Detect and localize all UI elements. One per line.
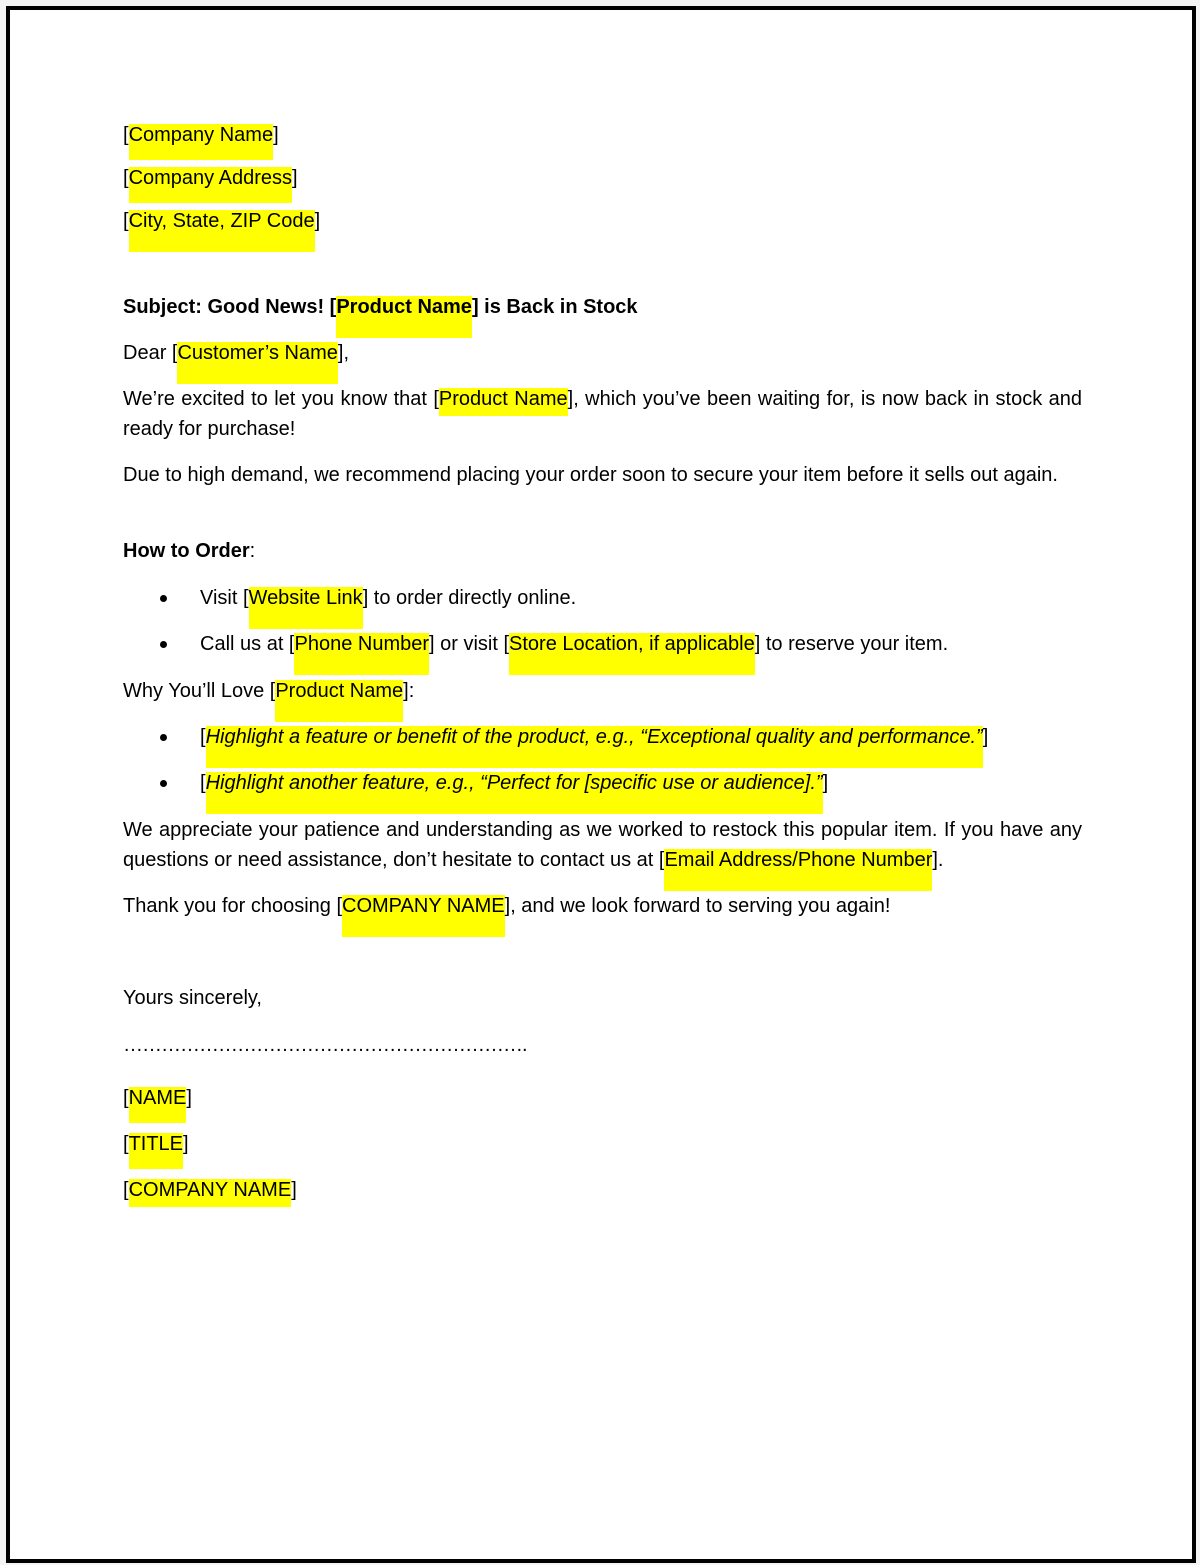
- valediction: Yours sincerely,: [123, 987, 262, 1009]
- list-item: [123, 583, 1082, 613]
- list-item: [123, 768, 1082, 798]
- signature-line: ……………………………………………………….: [123, 1034, 527, 1056]
- signer-title-placeholder: TITLE: [129, 1133, 183, 1169]
- bullet-icon: [160, 780, 167, 787]
- store-location-placeholder: Store Location, if applicable: [509, 633, 755, 675]
- company-address-placeholder: Company Address: [129, 167, 292, 203]
- feature-placeholder-2: Highlight another feature, e.g., “Perfect for [specific use or audience].”: [206, 772, 823, 814]
- feature-placeholder-1: Highlight a feature or benefit of the product, e.g., “Exceptional quality and performance.”: [206, 726, 983, 768]
- bullet-icon: [160, 734, 167, 741]
- bracket-close: ]: [982, 726, 989, 748]
- item-prefix: Visit [: [200, 587, 249, 609]
- thanks-line: [123, 891, 890, 921]
- company-name-placeholder: Company Name: [129, 124, 274, 160]
- signer-name-line: [NAME]: [123, 1083, 192, 1113]
- document-page: [6, 6, 1196, 1563]
- bracket-open: [: [200, 772, 206, 794]
- thanks-company-placeholder: COMPANY NAME: [342, 895, 505, 937]
- signer-title-line: [TITLE]: [123, 1129, 189, 1159]
- why-love-prefix: Why You’ll Love [: [123, 680, 276, 702]
- customer-name-placeholder: Customer’s Name: [177, 342, 337, 384]
- why-love-product-placeholder: Product Name: [275, 680, 403, 722]
- how-to-order-heading: [123, 536, 255, 566]
- subject-line: [123, 292, 638, 322]
- why-love-list: [123, 722, 1082, 798]
- phone-number-placeholder: Phone Number: [294, 633, 429, 675]
- intro-product-placeholder: Product Name: [439, 388, 568, 416]
- list-item: [123, 629, 1082, 659]
- bracket-close: ]: [822, 772, 829, 794]
- how-to-order-colon: :: [249, 540, 256, 562]
- appreciation-paragraph: [123, 815, 1082, 875]
- list-item: [123, 722, 1082, 752]
- bullet-icon: [160, 595, 167, 602]
- how-to-order-title: How to Order: [123, 540, 250, 562]
- item-suffix: ] to reserve your item.: [754, 633, 949, 655]
- subject-suffix: ] is Back in Stock: [471, 296, 638, 318]
- item-middle: ] or visit [: [429, 633, 510, 655]
- appreciation-suffix: ].: [932, 849, 944, 871]
- signer-name-placeholder: NAME: [129, 1087, 187, 1123]
- greeting-prefix: Dear [: [123, 342, 178, 364]
- thanks-prefix: Thank you for choosing [: [123, 895, 343, 917]
- why-love-suffix: ]:: [403, 680, 415, 702]
- intro-paragraph: [123, 384, 1082, 444]
- signer-company-line: [COMPANY NAME]: [123, 1175, 297, 1205]
- subject-prefix: Subject: Good News! [: [123, 296, 337, 318]
- contact-placeholder: Email Address/Phone Number: [664, 849, 932, 891]
- city-state-zip-placeholder: City, State, ZIP Code: [129, 210, 315, 252]
- appreciation-prefix: We appreciate your patience and understanding as we worked to restock this popular item. If you have any questions or need assistance, don’t hesitate to contact us at [: [123, 819, 1082, 871]
- demand-paragraph: Due to high demand, we recommend placing your order soon to secure your item before it sells out again.: [123, 464, 1058, 486]
- signer-company-placeholder: COMPANY NAME: [129, 1179, 292, 1207]
- greeting-suffix: ],: [337, 342, 350, 364]
- subject-product-placeholder: Product Name: [336, 296, 472, 338]
- city-state-zip-line: [City, State, ZIP Code]: [123, 206, 320, 236]
- bullet-icon: [160, 641, 167, 648]
- how-to-order-list: [123, 583, 1082, 659]
- why-love-heading: [123, 676, 414, 706]
- thanks-suffix: ], and we look forward to serving you again!: [504, 895, 891, 917]
- company-address-line: [Company Address]: [123, 163, 298, 193]
- item-prefix: Call us at [: [200, 633, 295, 655]
- company-name-line: [Company Name]: [123, 120, 279, 150]
- intro-suffix: ], which you’ve been waiting for, is now back in stock and ready for purchase!: [123, 388, 1082, 440]
- bracket-open: [: [200, 726, 206, 748]
- intro-prefix: We’re excited to let you know that [: [123, 388, 439, 410]
- greeting-line: [123, 338, 349, 368]
- item-suffix: ] to order directly online.: [362, 587, 577, 609]
- website-link-placeholder: Website Link: [249, 587, 363, 629]
